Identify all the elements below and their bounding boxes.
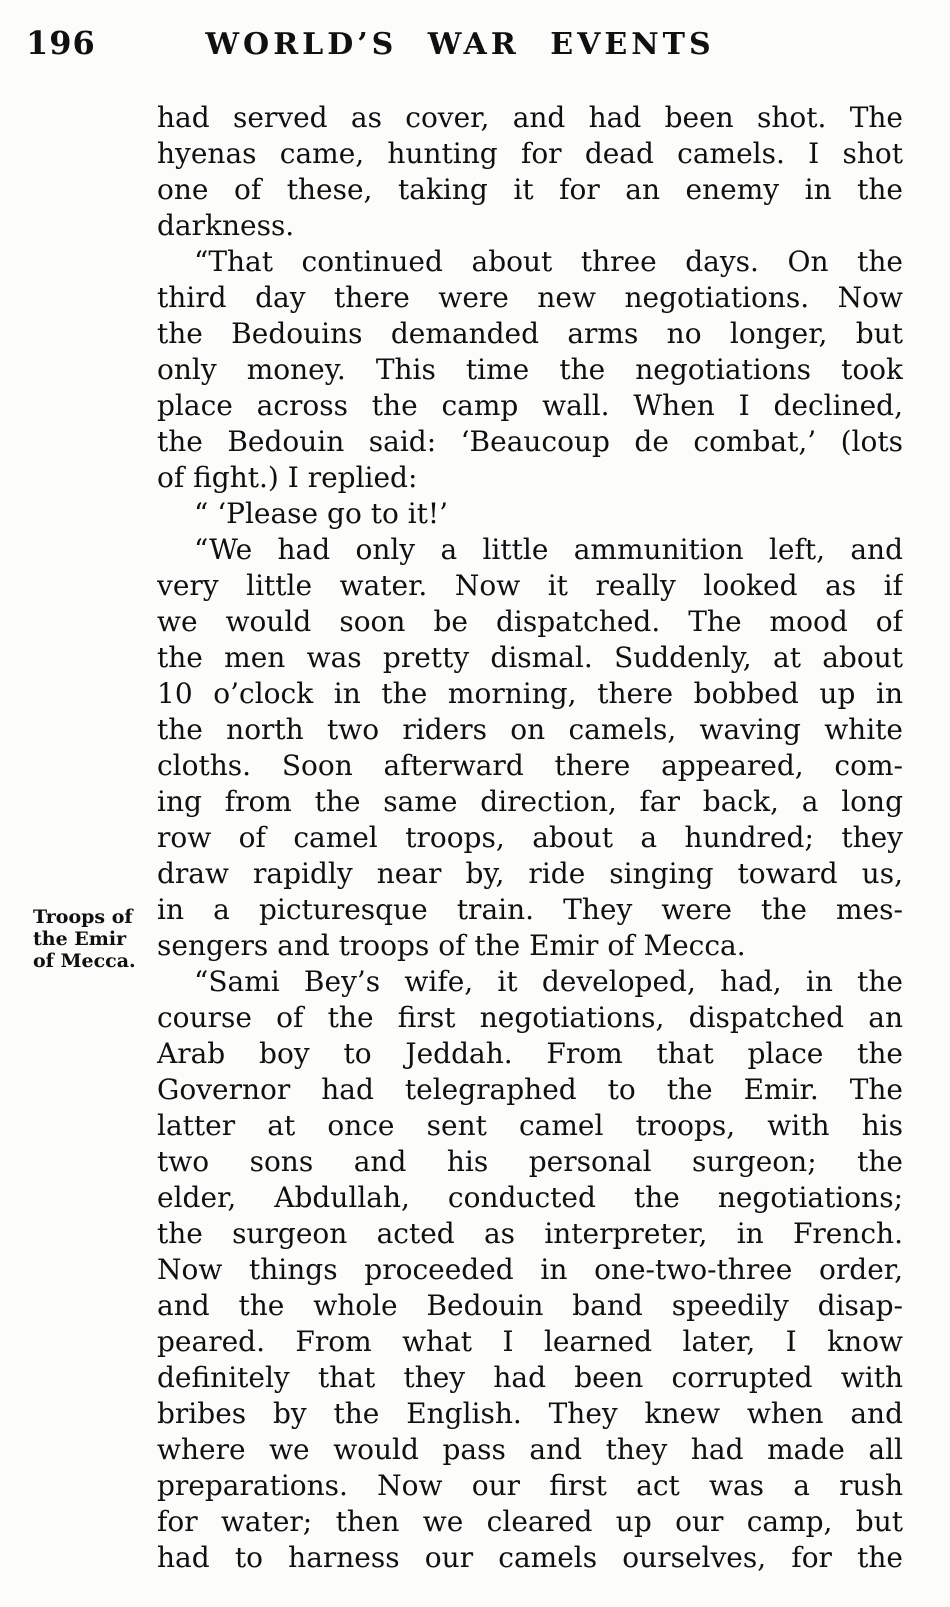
margin-note: Troops of the Emir of Mecca.	[33, 906, 136, 972]
running-head: WORLD’S WAR EVENTS	[205, 27, 715, 62]
text-line: very little water. Now it really looked as if	[157, 569, 903, 602]
text-line: sengers and troops of the Emir of Mecca.	[157, 929, 746, 962]
text-line: peared. From what I learned later, I know	[157, 1325, 903, 1358]
text-line: in a picturesque train. They were the mes-	[157, 893, 903, 926]
paragraph	[157, 244, 903, 496]
text-line: only money. This time the negotiations took	[157, 353, 903, 386]
text-line: definitely that they had been corrupted with	[157, 1361, 903, 1394]
text-line: “That continued about three days. On the	[194, 245, 903, 278]
text-line: the Bedouin said: ‘Beaucoup de combat,’ (lots	[157, 425, 903, 458]
text-line: “Sami Bey’s wife, it developed, had, in the	[194, 965, 903, 998]
text-line: draw rapidly near by, ride singing toward us,	[157, 857, 903, 890]
paragraph	[157, 100, 903, 244]
text-line: for water; then we cleared up our camp, but	[157, 1505, 903, 1538]
page-number: 196	[26, 24, 96, 62]
text-line: we would soon be dispatched. The mood of	[157, 605, 903, 638]
text-line: had to harness our camels ourselves, for the	[157, 1541, 903, 1574]
text-line: row of camel troops, about a hundred; they	[157, 821, 903, 854]
text-line: “We had only a little ammunition left, and	[194, 533, 903, 566]
text-line: place across the camp wall. When I declined,	[157, 389, 903, 422]
text-line: elder, Abdullah, conducted the negotiations;	[157, 1181, 903, 1214]
paragraph	[157, 496, 903, 532]
text-line: one of these, taking it for an enemy in the	[157, 173, 903, 206]
text-line: Governor had telegraphed to the Emir. The	[157, 1073, 903, 1106]
text-line: ing from the same direction, far back, a long	[157, 785, 903, 818]
text-line: preparations. Now our first act was a rush	[157, 1469, 903, 1502]
text-line: course of the first negotiations, dispatched an	[157, 1001, 903, 1034]
text-line: of fight.) I replied:	[157, 461, 418, 494]
text-line: latter at once sent camel troops, with his	[157, 1109, 903, 1142]
text-line: and the whole Bedouin band speedily disap-	[157, 1289, 903, 1322]
text-line: third day there were new negotiations. Now	[157, 281, 903, 314]
text-line: bribes by the English. They knew when and	[157, 1397, 903, 1430]
text-line: the surgeon acted as interpreter, in French.	[157, 1217, 903, 1250]
text-line: darkness.	[157, 209, 295, 242]
text-line: cloths. Soon afterward there appeared, com-	[157, 749, 903, 782]
text-line: where we would pass and they had made all	[157, 1433, 903, 1466]
paragraph	[157, 532, 903, 964]
text-line: hyenas came, hunting for dead camels. I shot	[157, 137, 903, 170]
body-text	[157, 100, 903, 1576]
text-line: Arab boy to Jeddah. From that place the	[157, 1037, 903, 1070]
text-line: 10 o’clock in the morning, there bobbed up in	[157, 677, 903, 710]
text-line: two sons and his personal surgeon; the	[157, 1145, 903, 1178]
text-line: had served as cover, and had been shot. The	[157, 101, 903, 134]
text-line: “ ‘Please go to it!’	[194, 497, 449, 530]
text-line: the north two riders on camels, waving white	[157, 713, 903, 746]
text-line: the Bedouins demanded arms no longer, but	[157, 317, 903, 350]
paragraph	[157, 964, 903, 1576]
text-line: Now things proceeded in one-two-three order,	[157, 1253, 903, 1286]
text-line: the men was pretty dismal. Suddenly, at about	[157, 641, 903, 674]
